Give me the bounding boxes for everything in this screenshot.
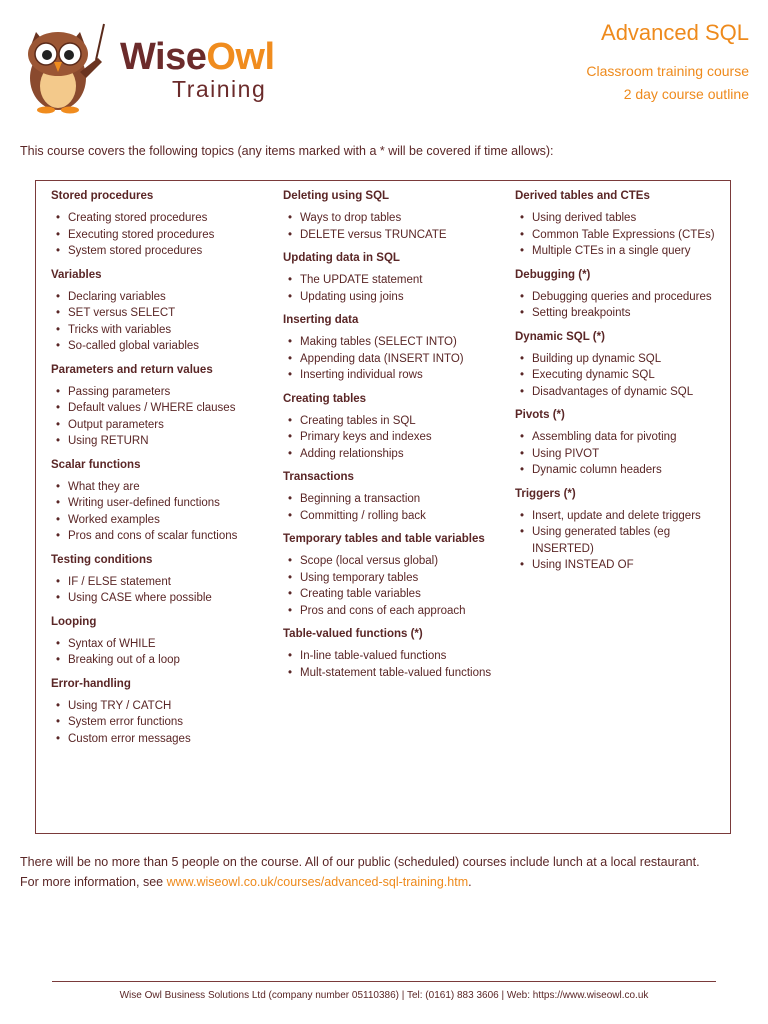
topic-list	[515, 508, 735, 574]
topic-section-title: Debugging (*)	[515, 268, 591, 281]
topic-item: • Using CASE where possible	[51, 590, 271, 607]
topic-section	[283, 251, 503, 305]
topic-section-title: Inserting data	[283, 314, 359, 326]
topic-item: • System error functions	[51, 714, 271, 731]
topic-list	[51, 210, 271, 260]
topic-item: • Syntax of WHILE	[51, 636, 271, 653]
topic-item: • Using generated tables (eg INSERTED)	[515, 524, 735, 557]
topics-box	[35, 180, 731, 834]
topics-column-3	[515, 189, 735, 582]
footer-line-1: There will be no more than 5 people on the course. All of our public (scheduled) courses include lunch at a local restaurant.	[20, 855, 700, 869]
topic-item: • So-called global variables	[51, 338, 271, 355]
topic-item: • Executing dynamic SQL	[515, 367, 735, 384]
topic-section	[283, 532, 503, 619]
topic-item: • Pros and cons of scalar functions	[51, 528, 271, 545]
course-link[interactable]: www.wiseowl.co.uk/courses/advanced-sql-training.htm	[166, 875, 469, 889]
topic-section	[283, 392, 503, 463]
topic-item: • Writing user-defined functions	[51, 495, 271, 512]
topic-item: • Ways to drop tables	[283, 210, 503, 227]
topic-section-title: Creating tables	[283, 392, 367, 405]
topic-item: • Passing parameters	[51, 384, 271, 401]
topic-item: • Committing / rolling back	[283, 508, 503, 525]
topic-section	[283, 313, 503, 384]
topic-section-title: Scalar functions	[51, 458, 141, 471]
footer-divider	[52, 981, 716, 982]
topic-item: • Making tables (SELECT INTO)	[283, 334, 503, 351]
topic-section-title: Derived tables and CTEs	[515, 190, 650, 202]
topic-section	[51, 189, 271, 260]
topic-section	[515, 487, 735, 574]
footer-line-2-prefix: For more information, see	[20, 875, 167, 889]
course-type: Classroom training course	[586, 63, 749, 79]
topic-section	[515, 330, 735, 401]
topic-list	[51, 636, 271, 669]
footer-info	[20, 852, 760, 892]
course-title: Advanced SQL	[601, 20, 749, 45]
brand-wise-text: Wise	[120, 36, 207, 78]
topic-item: • Worked examples	[51, 512, 271, 529]
topic-section	[51, 363, 271, 450]
topic-item: • Multiple CTEs in a single query	[515, 243, 735, 260]
topic-item: • Executing stored procedures	[51, 227, 271, 244]
topics-column-1	[51, 189, 271, 755]
topic-list	[51, 574, 271, 607]
footer-line-2	[20, 872, 760, 892]
topic-item: • Disadvantages of dynamic SQL	[515, 384, 735, 401]
topic-section	[515, 408, 735, 479]
topic-list	[51, 384, 271, 450]
topic-section	[515, 189, 735, 260]
topic-item: • Building up dynamic SQL	[515, 351, 735, 368]
topic-item: • Adding relationships	[283, 446, 503, 463]
topic-item: • Insert, update and delete triggers	[515, 508, 735, 525]
topic-list	[515, 210, 735, 260]
topic-section-title: Variables	[51, 268, 102, 281]
topic-item: • Using RETURN	[51, 433, 271, 450]
topic-section	[515, 268, 735, 322]
topic-section-title: Testing conditions	[51, 553, 153, 566]
topic-item: • Breaking out of a loop	[51, 652, 271, 669]
topic-item: • DELETE versus TRUNCATE	[283, 227, 503, 244]
topic-item: • Custom error messages	[51, 731, 271, 748]
topic-list	[283, 491, 503, 524]
owl-mascot-icon	[16, 18, 106, 114]
topic-section-title: Updating data in SQL	[283, 252, 400, 264]
topic-item: • Creating tables in SQL	[283, 413, 503, 430]
topic-item: • Using PIVOT	[515, 446, 735, 463]
intro-text: This course covers the following topics (any items marked with a * will be covered if time allows):	[20, 144, 554, 158]
topic-section	[283, 627, 503, 681]
topic-list	[515, 429, 735, 479]
wise-owl-logo	[16, 14, 296, 114]
topic-item: • Declaring variables	[51, 289, 271, 306]
topic-section	[51, 615, 271, 669]
topic-section-title: Deleting using SQL	[283, 190, 390, 202]
topic-section-title: Error-handling	[51, 677, 131, 690]
topic-item: • Default values / WHERE clauses	[51, 400, 271, 417]
topic-item: • Creating table variables	[283, 586, 503, 603]
topic-list	[515, 289, 735, 322]
topic-section-title: Triggers (*)	[515, 487, 576, 500]
topic-item: • The UPDATE statement	[283, 272, 503, 289]
topic-list	[283, 648, 503, 681]
topic-section-title: Looping	[51, 615, 97, 628]
topic-section	[51, 677, 271, 748]
topic-item: • Tricks with variables	[51, 322, 271, 339]
topic-item: • Common Table Expressions (CTEs)	[515, 227, 735, 244]
topic-item: • Using temporary tables	[283, 570, 503, 587]
topic-section-title: Transactions	[283, 471, 354, 483]
topic-section-title: Table-valued functions (*)	[283, 628, 423, 640]
brand-owl-text: Owl	[206, 36, 275, 78]
topic-section-title: Stored procedures	[51, 190, 154, 202]
topic-item: • Appending data (INSERT INTO)	[283, 351, 503, 368]
topic-item: • Primary keys and indexes	[283, 429, 503, 446]
course-header	[586, 20, 749, 106]
topic-list	[515, 351, 735, 401]
topic-section-title: Pivots (*)	[515, 409, 565, 421]
topic-section	[51, 268, 271, 355]
topic-item: • Pros and cons of each approach	[283, 603, 503, 620]
course-subtitle	[586, 60, 749, 106]
topics-column-2	[283, 189, 503, 689]
topic-item: • System stored procedures	[51, 243, 271, 260]
topic-item: • Mult-statement table-valued functions	[283, 665, 503, 682]
topic-list	[51, 289, 271, 355]
topic-item: • In-line table-valued functions	[283, 648, 503, 665]
topic-section	[51, 553, 271, 607]
topic-item: • Beginning a transaction	[283, 491, 503, 508]
topic-section-title: Parameters and return values	[51, 363, 213, 376]
topic-section	[283, 470, 503, 524]
topic-list	[283, 272, 503, 305]
topic-item: • Assembling data for pivoting	[515, 429, 735, 446]
company-info: Wise Owl Business Solutions Ltd (company number 05110386) | Tel: (0161) 883 3606 | Web: https://www.wiseowl.co.uk	[119, 990, 649, 1001]
topic-section-title: Temporary tables and table variables	[283, 533, 485, 545]
topic-section	[51, 458, 271, 545]
topic-list	[51, 479, 271, 545]
topic-list	[283, 334, 503, 384]
topic-list	[283, 553, 503, 619]
topic-item: • Creating stored procedures	[51, 210, 271, 227]
topic-section	[283, 189, 503, 243]
topic-item: • Inserting individual rows	[283, 367, 503, 384]
topic-item: • Output parameters	[51, 417, 271, 434]
topic-item: • Scope (local versus global)	[283, 553, 503, 570]
topic-item: • Using derived tables	[515, 210, 735, 227]
topic-item: • What they are	[51, 479, 271, 496]
topic-section-title: Dynamic SQL (*)	[515, 330, 605, 343]
topic-item: • Debugging queries and procedures	[515, 289, 735, 306]
topic-item: • Dynamic column headers	[515, 462, 735, 479]
topic-item: • Updating using joins	[283, 289, 503, 306]
topic-item: • SET versus SELECT	[51, 305, 271, 322]
topic-list	[283, 210, 503, 243]
topic-item: • Using TRY / CATCH	[51, 698, 271, 715]
topic-item: • Using INSTEAD OF	[515, 557, 735, 574]
topic-item: • Setting breakpoints	[515, 305, 735, 322]
topic-item: • IF / ELSE statement	[51, 574, 271, 591]
course-duration: 2 day course outline	[623, 86, 749, 102]
footer-line-2-suffix: .	[468, 875, 472, 889]
topic-list	[283, 413, 503, 463]
topic-list	[51, 698, 271, 748]
brand-name	[120, 36, 275, 79]
brand-training-text: Training	[172, 76, 267, 102]
